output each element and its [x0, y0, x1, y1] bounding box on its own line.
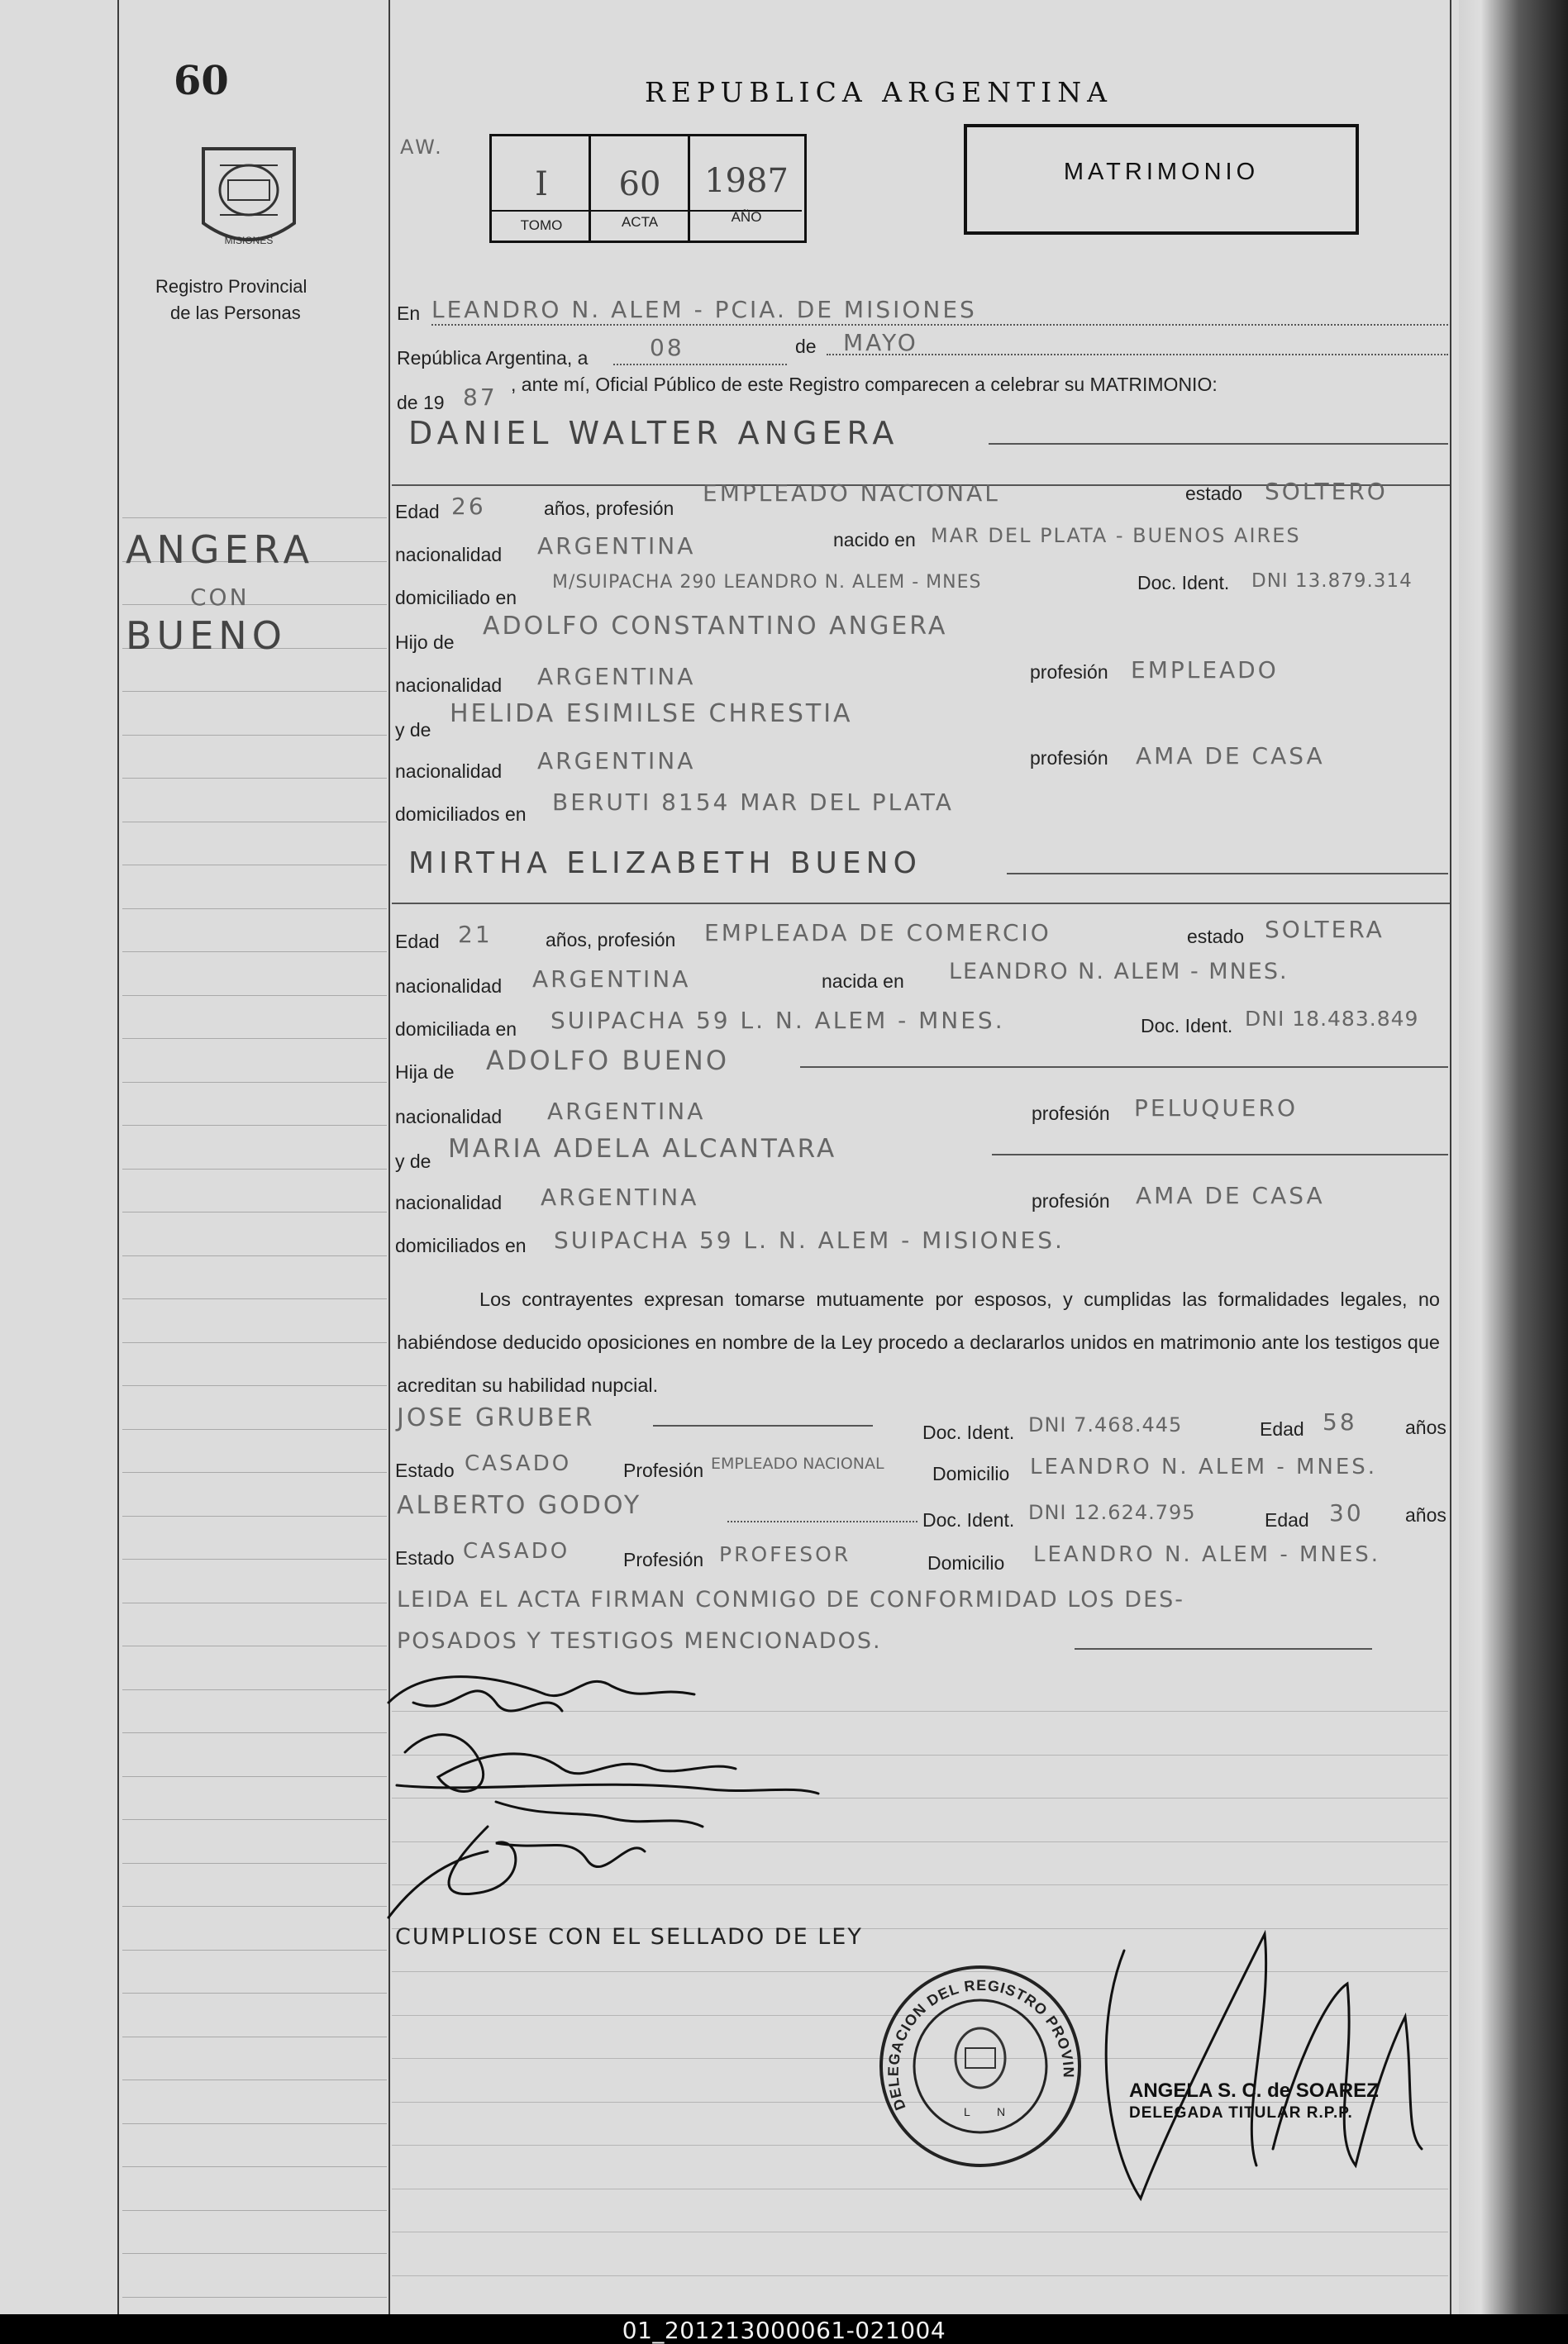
bride-mother-label: y de — [395, 1151, 431, 1172]
groom-age-label: Edad — [395, 501, 440, 522]
witness2-age: 30 — [1329, 1499, 1364, 1527]
closing-note-line1: LEIDA EL ACTA FIRMAN CONMIGO DE CONFORMIDAD LOS DES- — [397, 1587, 1185, 1613]
groom-mother-name: HELIDA ESIMILSE CHRESTIA — [450, 699, 853, 728]
ruled-line — [122, 1038, 387, 1039]
ruled-line — [122, 995, 387, 996]
groom-address-label: domiciliado en — [395, 587, 517, 608]
day-line — [613, 364, 787, 365]
groom-father-profession-label: profesión — [1030, 661, 1108, 683]
witness1-name: JOSE GRUBER — [397, 1403, 595, 1432]
ruled-line — [122, 735, 387, 736]
groom-parents-address-label: domiciliados en — [395, 803, 527, 825]
bride-birthplace: LEANDRO N. ALEM - MNES. — [949, 959, 1289, 984]
de-label: de — [795, 336, 817, 357]
groom-father-profession: EMPLEADO — [1131, 656, 1279, 684]
groom-mother-nationality: ARGENTINA — [537, 747, 696, 774]
bride-profession-label: años, profesión — [546, 929, 676, 950]
intro-statement: , ante mí, Oficial Público de este Registro comparecen a celebrar su MATRIMONIO: — [511, 374, 1218, 395]
ruled-line — [122, 2253, 387, 2254]
margin-note-groom: ANGERA — [126, 527, 315, 572]
ruled-line — [122, 1429, 387, 1430]
bride-profession: EMPLEADA DE COMERCIO — [704, 919, 1051, 946]
witness2-age-label: Edad — [1265, 1509, 1309, 1531]
witness2-name-line — [727, 1521, 917, 1522]
en-label: En — [397, 303, 421, 324]
groom-birthplace-label: nacido en — [833, 529, 916, 550]
witness1-status: CASADO — [465, 1451, 572, 1476]
ruled-line — [122, 1559, 387, 1560]
ruled-line — [122, 1993, 387, 1994]
month-line — [827, 354, 1448, 355]
reference-box-divider — [589, 134, 591, 241]
ruled-line — [122, 1385, 387, 1386]
acta-value: 60 — [618, 165, 661, 203]
declaration-paragraph — [397, 1278, 1440, 1407]
provincial-crest — [187, 141, 311, 256]
witness1-status-label: Estado — [395, 1460, 455, 1481]
ruled-line — [122, 1255, 387, 1256]
bride-mother-profession-label: profesión — [1032, 1190, 1110, 1212]
witness2-address: LEANDRO N. ALEM - MNES. — [1033, 1542, 1381, 1567]
bride-status: SOLTERA — [1265, 916, 1385, 943]
groom-age: 26 — [451, 493, 486, 520]
ruled-line — [122, 1732, 387, 1733]
groom-parents-address: BERUTI 8154 MAR DEL PLATA — [552, 788, 954, 816]
seal-text: DELEGACION DEL REGISTRO PROVIN — [884, 1976, 1077, 2113]
witness1-doc-label: Doc. Ident. — [922, 1422, 1015, 1443]
ruled-line — [122, 1472, 387, 1473]
bride-father-label: Hija de — [395, 1061, 455, 1083]
bride-father-nationality-label: nacionalidad — [395, 1106, 503, 1127]
act-type-label: MATRIMONIO — [1063, 159, 1260, 185]
ruled-line — [122, 2210, 387, 2211]
witness2-status: CASADO — [463, 1539, 570, 1564]
registry-name-line2: de las Personas — [170, 303, 301, 323]
bride-birthplace-label: nacida en — [822, 970, 904, 992]
marriage-day: 08 — [650, 334, 684, 361]
tomo-value: I — [535, 165, 548, 203]
witness2-name: ALBERTO GODOY — [397, 1491, 642, 1520]
ruled-line — [122, 1169, 387, 1170]
ruled-line — [122, 2123, 387, 2124]
witness1-name-line — [653, 1425, 873, 1427]
ruled-line — [122, 2166, 387, 2167]
bride-mother-nationality: ARGENTINA — [541, 1184, 699, 1211]
groom-signature — [388, 1677, 694, 1703]
ruled-line — [122, 2297, 387, 2298]
groom-name-line — [989, 443, 1448, 445]
witness2-status-label: Estado — [395, 1547, 455, 1569]
groom-mother-profession-label: profesión — [1030, 747, 1108, 769]
bride-section-divider — [392, 903, 1450, 904]
reference-box-divider — [688, 134, 690, 241]
officer-signature — [1075, 1918, 1455, 2215]
margin-note-con: CON — [190, 584, 250, 611]
groom-name: DANIEL WALTER ANGERA — [408, 415, 899, 451]
margin-note-bride: BUENO — [126, 613, 287, 658]
bride-father-nationality: ARGENTINA — [547, 1098, 706, 1125]
marriage-month: MAYO — [843, 329, 918, 356]
groom-status-label: estado — [1185, 483, 1243, 504]
acta-label: ACTA — [621, 214, 659, 230]
ruled-line — [122, 778, 387, 779]
ano-label: AÑO — [731, 209, 762, 225]
place-line — [431, 324, 1448, 326]
ruled-line — [122, 1298, 387, 1299]
svg-text:DELEGACION DEL REGISTRO PROVIN — [873, 1959, 1077, 2113]
ruled-line — [122, 691, 387, 692]
stamp-duty-note: CUMPLIOSE CON EL SELLADO DE LEY — [395, 1924, 863, 1950]
ano-value: 1987 — [704, 162, 789, 200]
groom-profession: EMPLEADO NACIONAL — [703, 479, 1000, 507]
witness2-years-label: años — [1405, 1504, 1446, 1526]
bride-name-line — [1007, 873, 1448, 874]
republica-label: República Argentina, a — [397, 347, 589, 369]
witness1-signature — [496, 1802, 703, 1827]
groom-profession-label: años, profesión — [544, 498, 674, 519]
ruled-line — [122, 908, 387, 909]
bride-parents-address: SUIPACHA 59 L. N. ALEM - MISIONES. — [554, 1227, 1065, 1254]
closing-note-line2: POSADOS Y TESTIGOS MENCIONADOS. — [397, 1628, 882, 1654]
witness1-age-label: Edad — [1260, 1418, 1304, 1440]
year-prefix: de 19 — [397, 392, 445, 413]
bride-signature — [405, 1735, 736, 1792]
bride-status-label: estado — [1187, 926, 1245, 947]
seal-letter-l: L — [964, 2105, 970, 2118]
witness2-profession-label: Profesión — [623, 1549, 704, 1570]
tomo-label: TOMO — [520, 217, 563, 233]
witness1-address: LEANDRO N. ALEM - MNES. — [1030, 1455, 1378, 1479]
groom-father-label: Hijo de — [395, 631, 455, 653]
witness2-profession: PROFESOR — [719, 1542, 851, 1566]
groom-mother-label: y de — [395, 719, 431, 741]
witness1-doc-id: DNI 7.468.445 — [1028, 1413, 1183, 1436]
bride-parents-address-label: domiciliados en — [395, 1235, 527, 1256]
ruled-line — [122, 1342, 387, 1343]
marriage-place: LEANDRO N. ALEM - PCIA. DE MISIONES — [431, 296, 977, 323]
witness1-profession-label: Profesión — [623, 1460, 704, 1481]
witness1-years-label: años — [1405, 1417, 1446, 1438]
official-seal — [873, 1959, 1088, 2174]
ruled-line — [392, 2275, 1448, 2276]
bride-doc-id: DNI 18.483.849 — [1245, 1007, 1419, 1031]
ruled-line — [122, 1082, 387, 1083]
groom-father-nationality: ARGENTINA — [537, 663, 696, 690]
scan-footer-code: 01_201213000061-021004 — [622, 2317, 946, 2344]
bride-father-profession: PELUQUERO — [1134, 1094, 1298, 1122]
groom-mother-nationality-label: nacionalidad — [395, 760, 503, 782]
groom-father-name: ADOLFO CONSTANTINO ANGERA — [483, 612, 948, 641]
bride-nationality: ARGENTINA — [532, 965, 691, 993]
closing-note-line — [1075, 1648, 1372, 1650]
bride-address-label: domiciliada en — [395, 1018, 517, 1040]
page-number: 60 — [174, 58, 229, 104]
groom-nationality-label: nacionalidad — [395, 544, 503, 565]
witness2-doc-id: DNI 12.624.795 — [1028, 1501, 1196, 1524]
groom-doc-id: DNI 13.879.314 — [1251, 570, 1413, 592]
bride-mother-line — [992, 1154, 1448, 1155]
ruled-line — [122, 1689, 387, 1690]
bride-father-line — [800, 1066, 1448, 1068]
ruled-line — [122, 1819, 387, 1820]
declaration-text: Los contrayentes expresan tomarse mutuamente por esposos, y cumplidas las formalidades legales, no habiéndose deducido oposiciones en nombre de la Ley procedo a declararlos unidos en matrimonio ante los testigos que acreditan su habilidad nupcial. — [397, 1289, 1440, 1396]
groom-status: SOLTERO — [1265, 478, 1388, 505]
bride-mother-profession: AMA DE CASA — [1136, 1182, 1325, 1209]
officer-title: DELEGADA TITULAR R.P.P. — [1129, 2104, 1353, 2122]
bride-age-label: Edad — [395, 931, 440, 952]
ruled-line — [122, 1516, 387, 1517]
ruled-line — [122, 1125, 387, 1126]
ruled-line — [122, 951, 387, 952]
bride-doc-label: Doc. Ident. — [1141, 1015, 1233, 1036]
witness1-address-label: Domicilio — [932, 1463, 1010, 1484]
groom-nationality: ARGENTINA — [537, 532, 696, 560]
officer-name: ANGELA S. C. de SOAREZ — [1129, 2080, 1379, 2102]
ruled-line — [122, 1863, 387, 1864]
ruled-line — [122, 517, 387, 518]
ruled-line — [122, 1950, 387, 1951]
ruled-line — [122, 1906, 387, 1907]
ruled-line — [122, 1776, 387, 1777]
groom-mother-profession: AMA DE CASA — [1136, 742, 1325, 769]
registry-name-line1: Registro Provincial — [155, 276, 307, 297]
witness1-profession: EMPLEADO NACIONAL — [711, 1455, 884, 1473]
groom-address: M/SUIPACHA 290 LEANDRO N. ALEM - MNES — [552, 572, 982, 593]
marriage-year: 87 — [463, 384, 498, 411]
bride-nationality-label: nacionalidad — [395, 975, 503, 997]
center-margin-rule — [388, 0, 390, 2314]
bride-mother-name: MARIA ADELA ALCANTARA — [448, 1134, 837, 1164]
witness2-doc-label: Doc. Ident. — [922, 1509, 1015, 1531]
ruled-line — [122, 604, 387, 605]
groom-father-nationality-label: nacionalidad — [395, 674, 503, 696]
corner-note: AW. — [400, 136, 444, 159]
bride-age: 21 — [458, 921, 493, 948]
signatures — [380, 1653, 843, 1934]
witness1-age: 58 — [1323, 1408, 1357, 1436]
crest-label: MISIONES — [224, 235, 274, 246]
groom-birthplace: MAR DEL PLATA - BUENOS AIRES — [931, 524, 1301, 547]
book-page-edge — [1459, 0, 1568, 2314]
country-header: REPUBLICA ARGENTINA — [645, 76, 1113, 108]
groom-doc-label: Doc. Ident. — [1137, 572, 1230, 593]
bride-address: SUIPACHA 59 L. N. ALEM - MNES. — [550, 1007, 1005, 1034]
bride-father-profession-label: profesión — [1032, 1103, 1110, 1124]
witness2-address-label: Domicilio — [927, 1552, 1005, 1574]
witness2-signature — [449, 1827, 645, 1894]
bride-father-name: ADOLFO BUENO — [486, 1045, 730, 1076]
bride-name: MIRTHA ELIZABETH BUENO — [408, 846, 922, 880]
bride-mother-nationality-label: nacionalidad — [395, 1192, 503, 1213]
seal-letter-n: N — [997, 2105, 1006, 2118]
left-margin-rule — [117, 0, 119, 2314]
